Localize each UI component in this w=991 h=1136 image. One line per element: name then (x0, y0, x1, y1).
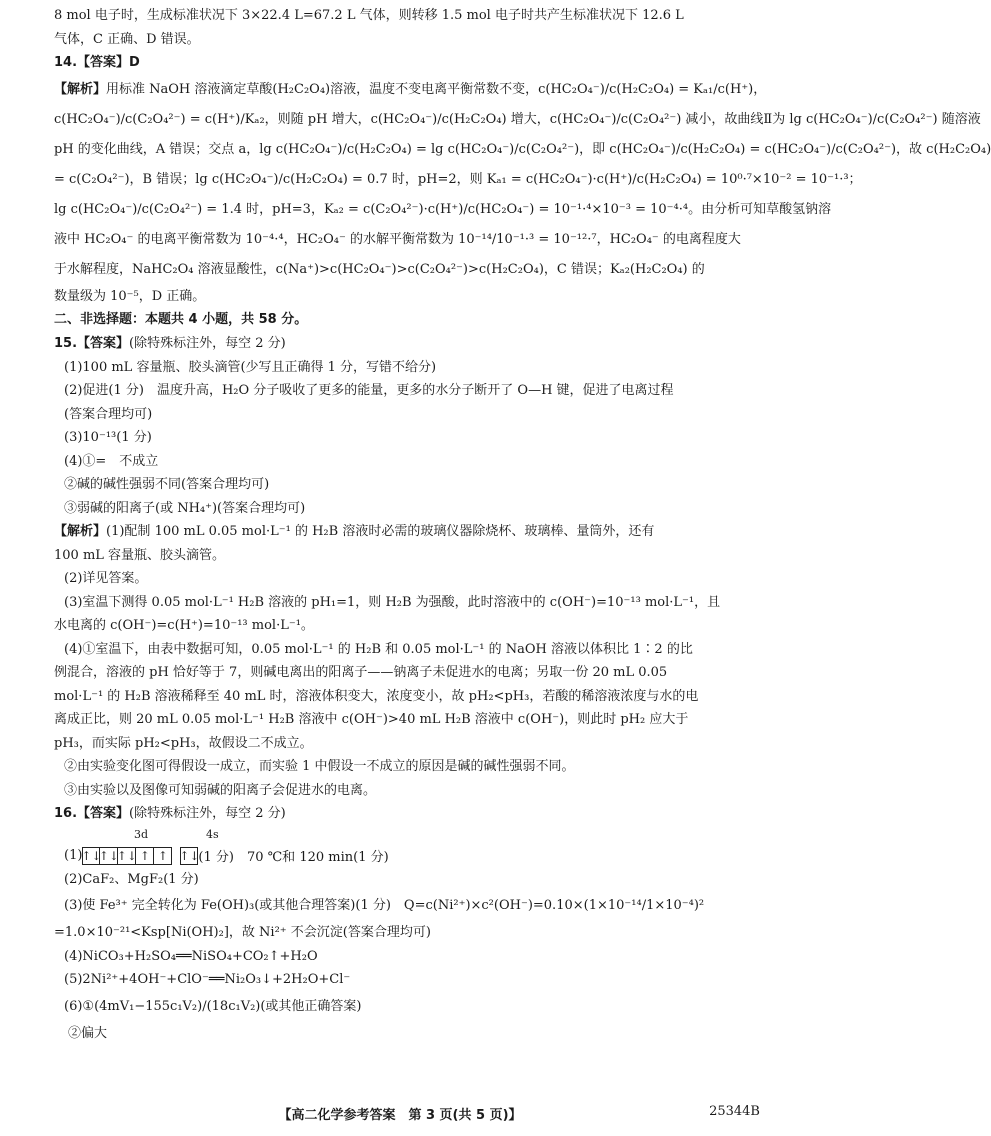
q14-answer-tag: 14.【答案】 (54, 55, 130, 70)
answer-line: (6)①(4mV₁−155c₁V₂)/(18c₁V₂)(或其他正确答案) (64, 998, 362, 1014)
q15-analysis-tag: 【解析】 (54, 524, 107, 539)
orbital-box: ↑ (154, 847, 172, 865)
q15-answer-note: (除特殊标注外，每空 2 分) (129, 336, 286, 351)
analysis-line: c(HC₂O₄⁻)/c(C₂O₄²⁻) = c(H⁺)/Kₐ₂，则随 pH 增大，c(HC₂O₄⁻)/c(H₂C₂O₄) 增大，c(HC₂O₄⁻)/c(C₂O₄²⁻) 减小，故曲线Ⅱ为 lg c(HC₂O₄⁻)/c(C₂O₄²⁻) 随溶液 (54, 111, 981, 127)
analysis-line: ③由实验以及图像可知弱碱的阳离子会促进水的电离。 (64, 782, 377, 798)
answer-line: ②偏大 (68, 1025, 108, 1041)
answer-line: (4)①= 不成立 (64, 453, 159, 469)
orbital-label-4s: 4s (206, 827, 219, 841)
orbital-box: ↑↓ (81, 848, 102, 863)
q14-answer: D (129, 55, 140, 70)
analysis-line: (4)①室温下，由表中数据可知，0.05 mol·L⁻¹ 的 H₂B 和 0.05 mol·L⁻¹ 的 NaOH 溶液以体积比 1∶2 的比 (64, 641, 693, 657)
analysis-line: lg c(HC₂O₄⁻)/c(C₂O₄²⁻) = 1.4 时，pH=3，Kₐ₂ = c(C₂O₄²⁻)·c(H⁺)/c(HC₂O₄⁻) = 10⁻¹·⁴×10⁻³ = 10⁻⁴·⁴。由分析可知草酸氢钠溶 (54, 201, 832, 217)
orbital-box: ↑↓ (179, 848, 200, 863)
orbital-3d-group (82, 847, 172, 865)
analysis-line: 离成正比，则 20 mL 0.05 mol·L⁻¹ H₂B 溶液中 c(OH⁻)>40 mL H₂B 溶液中 c(OH⁻)，则此时 pH₂ 应大于 (54, 712, 689, 727)
analysis-line: 用标准 NaOH 溶液滴定草酸(H₂C₂O₄)溶液，温度不变电离平衡常数不变，c(HC₂O₄⁻)/c(H₂C₂O₄) = Kₐ₁/c(H⁺)， (106, 81, 767, 97)
answer-line: (2)促进(1 分) 温度升高，H₂O 分子吸收了更多的能量，更多的水分子断开了 O—H 键，促进了电离过程 (64, 383, 674, 398)
orbital-box: ↑ (136, 847, 154, 865)
q14-analysis-tag: 【解析】 (54, 81, 107, 97)
answer-line: ③弱碱的阳离子(或 NH₄⁺)(答案合理均可) (64, 500, 306, 516)
answer-line: (答案合理均可) (64, 406, 153, 422)
orbital-box: ↑↓ (98, 848, 119, 863)
answer-line: (1)100 mL 容量瓶、胶头滴管(少写且正确得 1 分，写错不给分) (64, 359, 437, 375)
answer-line: =1.0×10⁻²¹<Ksp[Ni(OH)₂]，故 Ni²⁺ 不会沉淀(答案合理均可) (54, 925, 431, 940)
analysis-line: (3)室温下测得 0.05 mol·L⁻¹ H₂B 溶液的 pH₁=1，则 H₂B 为强酸，此时溶液中的 c(OH⁻)=10⁻¹³ mol·L⁻¹，且 (64, 594, 721, 610)
answer-line: (2)CaF₂、MgF₂(1 分) (64, 871, 199, 887)
analysis-line: (2)详见答案。 (64, 571, 148, 586)
q16-block (54, 802, 754, 1045)
analysis-line: (1)配制 100 mL 0.05 mol·L⁻¹ 的 H₂B 溶液时必需的玻璃仪器除烧杯、玻璃棒、量筒外，还有 (106, 524, 655, 539)
orbital-suffix: (1 分) 70 ℃和 120 min(1 分) (198, 850, 389, 865)
answer-line: (3)使 Fe³⁺ 完全转化为 Fe(OH)₃(或其他合理答案)(1 分) Q=c(Ni²⁺)×c²(OH⁻)=0.10×(1×10⁻¹⁴/1×10⁻⁴)² (64, 898, 705, 913)
page-footer (0, 1104, 800, 1128)
q16-answer-tag: 16.【答案】 (54, 806, 130, 821)
text-line: 8 mol 电子时，生成标准状况下 3×22.4 L=67.2 L 气体，则转移 1.5 mol 电子时共产生标准状况下 12.6 L (54, 8, 684, 23)
answer-line: (5)2Ni²⁺+4OH⁻+ClO⁻══Ni₂O₃↓+2H₂O+Cl⁻ (64, 972, 351, 987)
analysis-line: pH 的变化曲线，A 错误；交点 a，lg c(HC₂O₄⁻)/c(H₂C₂O₄) = lg c(HC₂O₄⁻)/c(C₂O₄²⁻)，即 c(HC₂O₄⁻)/c(H₂C₂O₄) = c(HC₂O₄⁻)/c(C₂O₄²⁻)，故 c(H₂C₂O₄) (54, 141, 991, 157)
analysis-line: 于水解程度，NaHC₂O₄ 溶液显酸性，c(Na⁺)>c(HC₂O₄⁻)>c(C₂O₄²⁻)>c(H₂C₂O₄)，C 错误；Kₐ₂(H₂C₂O₄) 的 (54, 261, 705, 277)
analysis-line: 100 mL 容量瓶、胶头滴管。 (54, 547, 226, 563)
orbital-labels (54, 826, 754, 844)
answer-line: (3)10⁻¹³(1 分) (64, 430, 152, 445)
answer-line: (4)NiCO₃+H₂SO₄══NiSO₄+CO₂↑+H₂O (64, 948, 318, 964)
analysis-line: 数量级为 10⁻⁵，D 正确。 (54, 288, 206, 304)
q16-answer-note: (除特殊标注外，每空 2 分) (129, 806, 286, 821)
answer-line: ②碱的碱性强弱不同(答案合理均可) (64, 477, 270, 492)
analysis-line: 液中 HC₂O₄⁻ 的电离平衡常数为 10⁻⁴·⁴，HC₂O₄⁻ 的水解平衡常数为 10⁻¹⁴/10⁻¹·³ = 10⁻¹²·⁷，HC₂O₄⁻ 的电离程度大 (54, 231, 741, 247)
section-heading: 二、非选择题：本题共 4 小题，共 58 分。 (54, 312, 308, 327)
analysis-line: ②由实验变化图可得假设一成立，而实验 1 中假设一不成立的原因是碱的碱性强弱不同。 (64, 759, 575, 774)
analysis-line: pH₃，而实际 pH₂<pH₃，故假设二不成立。 (54, 735, 313, 751)
analysis-line: 水电离的 c(OH⁻)=c(H⁺)=10⁻¹³ mol·L⁻¹。 (54, 618, 314, 633)
footer-title: 【高二化学参考答案 第 3 页(共 5 页)】 (278, 1108, 522, 1123)
analysis-line: 例混合，溶液的 pH 恰好等于 7，则碱电离出的阳离子——钠离子未促进水的电离；另取一份 20 mL 0.05 (54, 665, 668, 680)
orbital-prefix: (1) (64, 848, 83, 863)
analysis-line: mol·L⁻¹ 的 H₂B 溶液稀释至 40 mL 时，溶液体积变大，浓度变小，故 pH₂<pH₃，若酸的稀溶液浓度与水的电 (54, 688, 699, 704)
orbital-label-3d: 3d (134, 827, 149, 841)
text-line: 气体，C 正确、D 错误。 (54, 31, 200, 47)
footer-code: 25344B (709, 1104, 760, 1119)
q14-block (54, 51, 991, 308)
q15-answer-tag: 15.【答案】 (54, 336, 130, 351)
orbital-box: ↑↓ (116, 848, 137, 863)
analysis-line: = c(C₂O₄²⁻)，B 错误；lg c(HC₂O₄⁻)/c(H₂C₂O₄) = 0.7 时，pH=2，则 Kₐ₁ = c(HC₂O₄⁻)·c(H⁺)/c(H₂C₂O₄) = 10⁰·⁷×10⁻² = 10⁻¹·³； (54, 171, 862, 187)
q15-block (54, 332, 754, 802)
orbital-diagram (54, 844, 754, 868)
orbital-4s-group (180, 847, 198, 865)
q13-continuation (54, 4, 754, 51)
